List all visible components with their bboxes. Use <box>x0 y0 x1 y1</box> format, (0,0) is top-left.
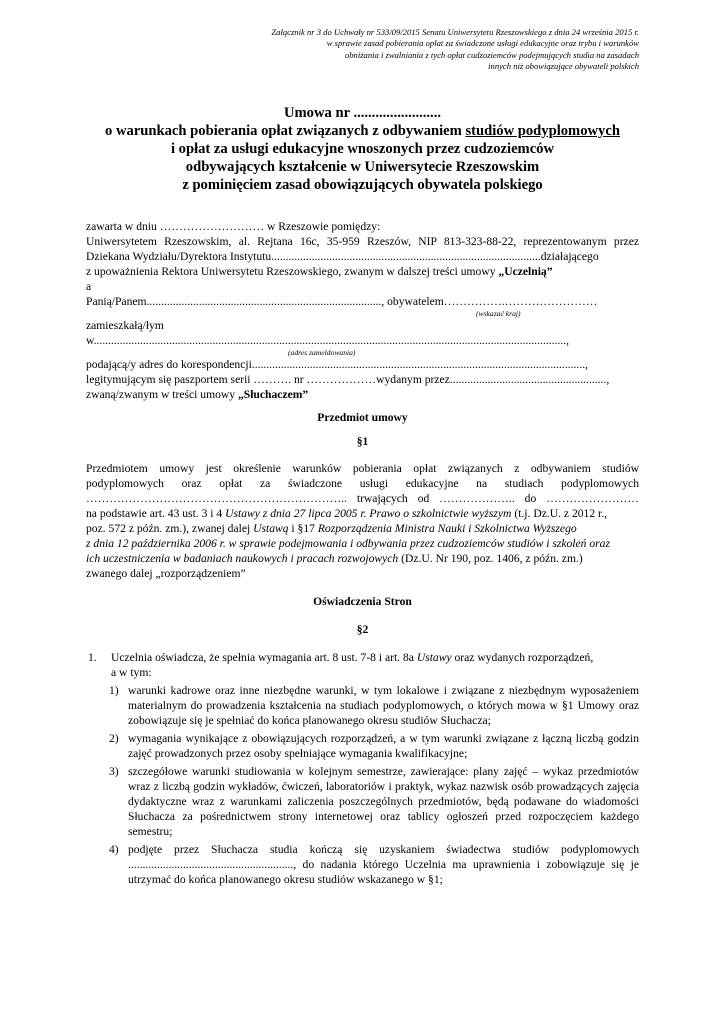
attachment-note-line: obniżania i zwalniania z tych opłat cudzoziemców podejmujących studia na zasadach <box>344 49 639 60</box>
regulation-title: z dnia 12 października 2006 r. w sprawie podejmowania i odbywania przez cudzoziemców studiów i szkoleń oraz <box>86 537 610 550</box>
and-line: a <box>86 280 92 293</box>
subject-line: zwanego dalej „rozporządzeniem” <box>86 567 246 580</box>
sub-list-item <box>86 842 639 887</box>
authorization-line <box>86 264 639 279</box>
title-line: i opłat za usługi edukacyjne wnoszonych przez cudzoziemców <box>170 141 555 157</box>
title-underlined: studiów podyplomowych <box>465 123 620 139</box>
declarations-list <box>86 650 639 887</box>
subject-line <box>86 521 639 536</box>
sub-list-item <box>86 764 639 839</box>
subject-text: (t.j. Dz.U. z 2012 r., <box>511 507 608 520</box>
law-alias: Ustawy <box>416 651 452 664</box>
attachment-note-line: Załącznik nr 3 do Uchwały nr 533/09/2015 Senatu Uniwersytetu Rzeszowskiego z dnia 24 września 2015 r. <box>271 27 639 37</box>
title-line: z pominięciem zasad obowiązujących obywatela polskiego <box>182 177 543 193</box>
list-item-text: a w tym: <box>111 666 152 679</box>
regulation-title: Rozporządzenia Ministra Nauki i Szkolnictwa Wyższego <box>317 522 577 535</box>
section-heading: Przedmiot umowy <box>317 411 408 424</box>
item-text: oraz wydanych rozporządzeń, <box>451 651 594 664</box>
passport-line: legitymującym się paszportem serii ………. nr ………………wydanym przez......................................................, <box>86 373 610 386</box>
law-title: Ustawy z dnia 27 lipca 2005 r. Prawo o szkolnictwie wyższym <box>225 507 512 520</box>
address-line: w..................................................................................................................................................................., <box>86 334 569 347</box>
sub-list-number: 1) <box>109 684 119 697</box>
subject-paragraph <box>86 461 639 581</box>
subject-text: na podstawie art. 43 ust. 3 i 4 <box>86 507 226 520</box>
dean-line: Dziekana Wydziału/Dyrektora Instytutu.............................................................................................działającego <box>86 250 599 263</box>
sub-list-item <box>86 683 639 728</box>
law-alias: Ustawą <box>253 522 289 535</box>
residence-label: zamieszkałą/łym <box>86 319 164 332</box>
address-hint: (adres zameldowania) <box>288 348 356 357</box>
subject-line: podyplomowych oraz opłat za świadczone usługi edukacyjne na studiach podyplomowych <box>86 477 639 490</box>
attachment-note <box>79 27 639 73</box>
sub-list-text: warunki kadrowe oraz inne niezbędne warunki, w tym lokalowe i związane z niezbędnym wyposażeniem materialnym do prowadzenia kształcenia na studiach podyplomowych, o których mowa w §1 Umowy oraz zobowiązuje się je spełniać do końca planowanego okresu studiów Słuchacza; <box>128 684 639 727</box>
sub-list-number: 2) <box>109 732 119 745</box>
student-name-line: Panią/Panem................................................................................., obywatelem…………….…………………… <box>86 295 598 308</box>
subject-line: Przedmiotem umowy jest określenie warunków pobierania opłat związanych z odbywaniem studiów <box>86 462 639 475</box>
attachment-note-line: innych niż obowiązujące obywateli polskich <box>488 61 639 72</box>
item-text: Uczelnia oświadcza, że spełnia wymagania art. 8 ust. 7-8 i art. 8a <box>111 651 417 664</box>
country-hint: (wskazać kraj) <box>476 309 521 318</box>
subject-text: i §17 <box>288 522 318 535</box>
correspondence-line: podającą/y adres do korespondencji..................................................................................................................., <box>86 358 589 371</box>
section-heading: Oświadczenia Stron <box>313 595 412 608</box>
title-text: o warunkach pobierania opłat związanych z odbywaniem <box>105 123 466 139</box>
attachment-note-line: w sprawie zasad pobierania opłat za świadczone usługi edukacyjne oraz trybu i warunków <box>326 38 639 49</box>
regulation-title: ich uczestniczenia w badaniach naukowych i pracach rozwojowych <box>86 552 399 565</box>
subject-text: poz. 572 z późn. zm.), zwanej dalej <box>86 522 254 535</box>
sub-list-text: szczegółowe warunki studiowania w kolejnym semestrze, zawierające: plany zajęć – wykaz przedmiotów wraz z liczbą godzin wykładów, ćwiczeń, laboratoriów i praktyk, wykaz nazwisk osób prowadzących zajęcia dydaktyczne wraz z warunkami zaliczenia poszczególnych przedmiotów, będą podawane do wiadomości Słuchacza za pośrednictwem strony internetowej oraz tablicy ogłoszeń przed rozpoczęciem każdego semestru; <box>128 765 639 838</box>
title-line: odbywających kształcenie w Uniwersytecie Rzeszowskim <box>185 159 540 175</box>
sub-list-text: podjęte przez Słuchacza studia kończą się uzyskaniem świadectwa studiów podyplomowych ........................................................., do nadania którego Uczelnia ma uprawnienia i zobowiązuje się je utrzymać do końca planowanego okresu studiów wskazanego w §1; <box>128 843 639 886</box>
university-alias: „Uczelnią” <box>498 265 553 278</box>
student-alias-line <box>86 387 639 402</box>
student-alias-text: zwaną/zwanym w treści umowy <box>86 388 238 401</box>
university-line: Uniwersytetem Rzeszowskim, al. Rejtana 16c, 35-959 Rzeszów, NIP 813-323-88-22, reprezentowanym przez <box>86 235 639 248</box>
contract-title <box>86 104 639 194</box>
paragraph-number: §2 <box>356 623 369 636</box>
paragraph-number: §1 <box>356 435 369 448</box>
subject-line: ………………………………………………………….. trwających od ……………….. do …………………… <box>86 492 639 505</box>
sub-list-text: wymagania wynikające z obowiązujących rozporządzeń, a w tym warunki związane z łączną liczbą godzin zajęć prowadzonych przez osoby spełniające wymagania kwalifikacyjne; <box>128 732 639 760</box>
student-alias: „Słuchaczem” <box>237 388 309 401</box>
parties-section <box>86 219 639 402</box>
subject-line <box>86 506 639 521</box>
contract-date-line: zawarta w dniu ……………………… w Rzeszowie pomiędzy: <box>86 220 381 233</box>
subject-line <box>86 551 639 566</box>
title-line <box>86 122 639 140</box>
sub-list-number: 3) <box>109 765 119 778</box>
list-item-number: 1. <box>88 651 97 664</box>
subject-text: (Dz.U. Nr 190, poz. 1406, z późn. zm.) <box>398 552 583 565</box>
list-item-text <box>111 650 639 665</box>
sub-list-number: 4) <box>109 843 119 856</box>
subject-line <box>86 536 639 551</box>
list-item <box>86 650 639 680</box>
authorization-text: z upoważnienia Rektora Uniwersytetu Rzeszowskiego, zwanym w dalszej treści umowy <box>86 265 499 278</box>
sub-list-item <box>86 731 639 761</box>
contract-number: Umowa nr ........................ <box>283 105 442 121</box>
